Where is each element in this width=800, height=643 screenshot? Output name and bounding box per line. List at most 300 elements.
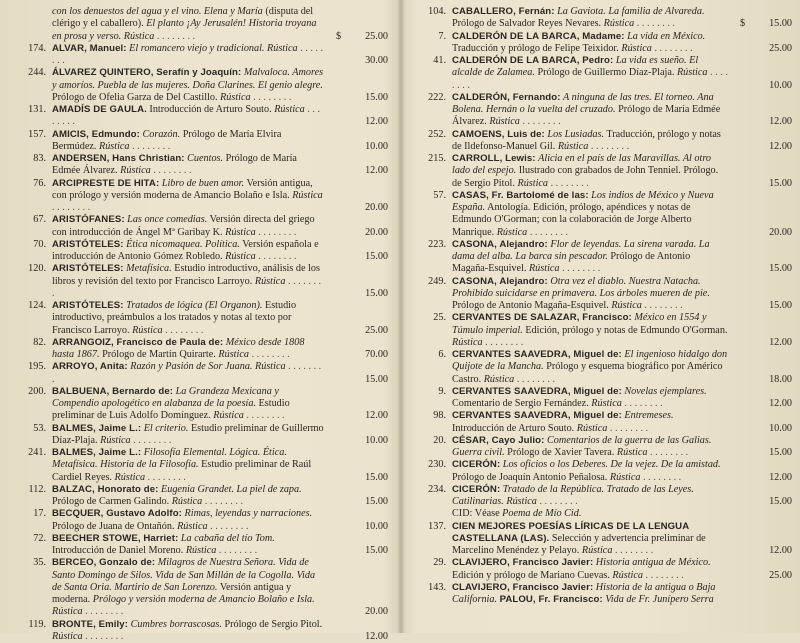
price-value: 15.00 bbox=[365, 472, 388, 483]
work-title: Comentarios de la guerra de las Galias. Guerra civil. bbox=[452, 435, 711, 458]
author-name: AMICIS, Edmundo: bbox=[52, 129, 140, 140]
work-title: Historia antigua de México. bbox=[596, 557, 711, 568]
author-name: ARCIPRESTE DE HITA: bbox=[52, 178, 159, 189]
entry-number: 70. bbox=[14, 239, 46, 251]
work-title: Entremeses. bbox=[624, 410, 673, 421]
catalog-entry bbox=[14, 423, 388, 448]
entry-description bbox=[52, 104, 324, 129]
price-value: 15.00 bbox=[769, 300, 792, 311]
entry-text: Prólogo de Joaquín Antonio Peñalosa. bbox=[452, 472, 610, 483]
entry-number: 119. bbox=[14, 619, 46, 631]
leader-dots: . . . . . . . . bbox=[130, 141, 171, 152]
catalog-entry bbox=[14, 484, 388, 509]
entry-number: 143. bbox=[414, 582, 446, 594]
entry-price bbox=[326, 606, 388, 618]
author-name: CALDERÓN DE LA BARCA, Pedro: bbox=[452, 55, 613, 66]
work-title: Rústica bbox=[115, 472, 146, 483]
author-name: ARISTÓTELES: bbox=[52, 263, 124, 274]
entry-price bbox=[326, 92, 388, 104]
catalog-entry bbox=[414, 129, 792, 154]
catalog-entry bbox=[414, 6, 792, 31]
work-title: Rústica bbox=[452, 337, 483, 348]
entry-description bbox=[52, 484, 324, 509]
work-title: Prólogo y versión moderna de Amancio Bolaño e Isla. Rústica bbox=[52, 594, 315, 617]
leader-dots: . . . . . . . . bbox=[52, 361, 321, 384]
price-value: 12.00 bbox=[365, 631, 388, 642]
price-value: 20.00 bbox=[365, 606, 388, 617]
work-title: Novelas ejemplares. bbox=[624, 386, 706, 397]
work-title: Los oficios o los Deberes. De la vejez. De la amistad. bbox=[503, 459, 721, 470]
entry-description bbox=[452, 129, 728, 154]
work-title: Rústica bbox=[120, 165, 151, 176]
catalog-entry bbox=[414, 410, 792, 435]
author-name: ARISTÓTELES: bbox=[52, 300, 124, 311]
work-title: Rústica bbox=[604, 18, 635, 29]
entry-description bbox=[52, 129, 324, 154]
entry-description bbox=[52, 153, 324, 178]
author-name: AMADÍS DE GAULA. bbox=[52, 104, 147, 115]
entry-description bbox=[52, 300, 324, 337]
leader-dots: . . . . . . . . bbox=[83, 606, 124, 617]
price-value: 15.00 bbox=[365, 92, 388, 103]
author-name: CERVANTES SAAVEDRA, Miguel de: bbox=[452, 386, 622, 397]
entry-text: Edición, prólogo y notas de Edmundo O'Gorman. bbox=[523, 325, 728, 336]
catalog-entry bbox=[14, 214, 388, 239]
work-title: Rústica bbox=[611, 300, 642, 311]
work-title: Rústica bbox=[100, 435, 131, 446]
entry-description bbox=[452, 55, 728, 92]
entry-number: 222. bbox=[414, 92, 446, 104]
entry-price bbox=[730, 300, 792, 312]
work-title: Historia de la antigua o Baja California. bbox=[452, 582, 716, 605]
catalog-entry bbox=[14, 67, 388, 104]
leader-dots: . . . . . . . . bbox=[208, 521, 249, 532]
author-name: CICERÓN: bbox=[452, 459, 500, 470]
entry-number: 215. bbox=[414, 153, 446, 165]
catalog-entry bbox=[14, 129, 388, 154]
price-value: 20.00 bbox=[769, 227, 792, 238]
entry-description bbox=[52, 6, 324, 43]
work-title: Malvaloca. Amores y amoríos. Puebla de las mujeres. Doña Clarines. El genio alegre. bbox=[52, 67, 323, 90]
catalog-entry bbox=[414, 557, 792, 582]
leader-dots: . . . . . . . . bbox=[634, 18, 675, 29]
catalog-entry bbox=[14, 104, 388, 129]
catalog-entry bbox=[14, 153, 388, 178]
work-title: Rústica bbox=[220, 92, 251, 103]
work-title: Otra vez el diablo. Nuestra Natacha. Prohibido suicidarse en primavera. Los árboles mueren de pie. bbox=[452, 276, 710, 299]
entry-number: 157. bbox=[14, 129, 46, 141]
author-name: CERVANTES DE SALAZAR, Francisco: bbox=[452, 312, 632, 323]
work-title: Rústica bbox=[52, 631, 83, 642]
price-value: 15.00 bbox=[365, 251, 388, 262]
entry-number: 17. bbox=[14, 508, 46, 520]
work-title: Libro de buen amor. bbox=[162, 178, 244, 189]
author-name: BALBUENA, Bernardo de: bbox=[52, 386, 173, 397]
work-title: Rústica bbox=[172, 496, 203, 507]
entry-price bbox=[730, 496, 792, 508]
entry-description bbox=[452, 508, 728, 520]
entry-number: 131. bbox=[14, 104, 46, 116]
leader-dots: . . . . . . . . bbox=[256, 227, 297, 238]
author-name: BALZAC, Honorato de: bbox=[52, 484, 158, 495]
entry-price bbox=[326, 496, 388, 508]
entry-number: 53. bbox=[14, 423, 46, 435]
entry-number: 174. bbox=[14, 43, 46, 55]
author-name: PALOU, Fr. Francisco: bbox=[500, 594, 603, 605]
catalog-entry bbox=[14, 533, 388, 558]
work-title: Rústica bbox=[484, 374, 515, 385]
work-title: México desde 1808 hasta 1867. bbox=[52, 337, 304, 360]
author-name: ANDERSEN, Hans Christian: bbox=[52, 153, 185, 164]
entry-price bbox=[326, 31, 388, 43]
work-title: Rústica bbox=[617, 447, 648, 458]
author-name: CAMOENS, Luis de: bbox=[452, 129, 545, 140]
price-value: 10.00 bbox=[365, 141, 388, 152]
author-name: ARISTÓFANES: bbox=[52, 214, 125, 225]
entry-price bbox=[730, 447, 792, 459]
leader-dots: . . . . . . . . bbox=[642, 300, 683, 311]
work-title: Los Lusiadas. bbox=[547, 129, 604, 140]
entry-number: 120. bbox=[14, 263, 46, 275]
work-title: Rústica bbox=[225, 227, 256, 238]
entry-description bbox=[452, 459, 728, 484]
leader-dots: . . . . . . . . bbox=[548, 178, 589, 189]
entry-number: 83. bbox=[14, 153, 46, 165]
leader-dots: . . . . . . . . bbox=[256, 251, 297, 262]
entry-description bbox=[52, 263, 324, 300]
entry-text: Prólogo de Juana de Ontañón. bbox=[52, 521, 177, 532]
entry-description bbox=[52, 423, 324, 448]
entry-description bbox=[452, 153, 728, 190]
price-value: 15.00 bbox=[365, 496, 388, 507]
author-name: CLAVIJERO, Francisco Javier: bbox=[452, 582, 593, 593]
entry-number: 252. bbox=[414, 129, 446, 141]
catalog-entry bbox=[414, 435, 792, 460]
entry-number: 234. bbox=[414, 484, 446, 496]
author-name: ÁLVAREZ QUINTERO, Serafín y Joaquín: bbox=[52, 67, 241, 78]
work-title: Rústica bbox=[517, 178, 548, 189]
author-name: BERCEO, Gonzalo de: bbox=[52, 557, 155, 568]
entry-number: 137. bbox=[414, 521, 446, 533]
price-value: 15.00 bbox=[769, 178, 792, 189]
work-title: Rústica bbox=[225, 251, 256, 262]
currency-symbol: $ bbox=[326, 31, 341, 43]
entry-text: Prólogo de María Edmée Álvarez. bbox=[52, 153, 297, 176]
entry-price bbox=[730, 263, 792, 275]
work-title: A ninguna de las tres. El torneo. Ana Bolena. Hernán o la vuelta del cruzado. bbox=[452, 92, 714, 115]
entry-description bbox=[452, 6, 728, 31]
entry-price bbox=[326, 165, 388, 177]
leader-dots: . . . . . . . . bbox=[607, 423, 648, 434]
work-title: Metafísica. bbox=[126, 263, 172, 274]
catalog-entry bbox=[414, 153, 792, 190]
catalog-entry bbox=[14, 239, 388, 264]
price-value: 25.00 bbox=[769, 570, 792, 581]
entry-text: Ilustrado con grabados de John Tenniel. Prólogo. de Sergio Pitol. bbox=[452, 165, 718, 188]
entry-price bbox=[730, 337, 792, 349]
catalog-entry bbox=[414, 31, 792, 56]
work-title: Corazón. bbox=[142, 129, 180, 140]
entry-text: Versión española e introducción de Antonio Gómez Robledo. bbox=[52, 239, 319, 262]
leader-dots: . . . . . . . . bbox=[520, 116, 561, 127]
leader-dots: . . . . . . . . bbox=[612, 545, 653, 556]
leader-dots: . . . . . . . . bbox=[588, 141, 629, 152]
entry-text: Prólogo de María Edmée Álvarez. bbox=[452, 104, 720, 127]
author-name: ARISTÓTELES: bbox=[52, 239, 124, 250]
entry-text: Comentario de Sergio Fernández. bbox=[452, 398, 591, 409]
price-value: 18.00 bbox=[769, 374, 792, 385]
price-value: 12.00 bbox=[769, 141, 792, 152]
author-name: CASONA, Alejandro: bbox=[452, 239, 548, 250]
entry-text: Traducción y prólogo de Felipe Teixidor. bbox=[452, 43, 621, 54]
entry-price bbox=[326, 374, 388, 386]
book-gutter bbox=[398, 0, 404, 633]
price-value: 25.00 bbox=[365, 31, 388, 42]
leader-dots: . . . . . . . . bbox=[483, 337, 524, 348]
entry-text: Prólogo de Sergio Pitol. bbox=[222, 619, 322, 630]
entry-description bbox=[52, 337, 324, 362]
catalog-entry bbox=[414, 386, 792, 411]
entry-number: 76. bbox=[14, 178, 46, 190]
price-value: 15.00 bbox=[769, 496, 792, 507]
entry-text: Prólogo de Guillermo Díaz-Plaja. bbox=[535, 67, 677, 78]
work-title: Rústica bbox=[186, 545, 217, 556]
entry-description bbox=[452, 312, 728, 349]
author-name: CÉSAR, Cayo Julio: bbox=[452, 435, 544, 446]
work-title: Rústica bbox=[612, 570, 643, 581]
work-title: Rústica bbox=[489, 116, 520, 127]
catalog-entry bbox=[14, 619, 388, 643]
catalog-entry bbox=[14, 178, 388, 215]
entry-text: Versión antigua, con prólogo y versión moderna de Amancio Bolaño e Isla. bbox=[52, 178, 313, 201]
price-value: 15.00 bbox=[365, 288, 388, 299]
price-value: 10.00 bbox=[365, 521, 388, 532]
entry-number: 57. bbox=[414, 190, 446, 202]
entry-price bbox=[326, 349, 388, 361]
leader-dots: . . . . . . . . bbox=[249, 349, 290, 360]
work-title: El romancero viejo y tradicional. Rústica bbox=[129, 43, 297, 54]
entry-number: 249. bbox=[414, 276, 446, 288]
entry-description bbox=[452, 92, 728, 129]
entry-price bbox=[326, 545, 388, 557]
leader-dots: . . . . . . . . bbox=[652, 43, 693, 54]
work-title: Rústica bbox=[292, 190, 323, 201]
price-value: 15.00 bbox=[769, 447, 792, 458]
entry-text: Estudio introductivo, preámbulos a los tratados y notas al texto por Francisco Larroyo. bbox=[52, 300, 296, 336]
work-title: El ingenioso hidalgo don Quijote de la Mancha. bbox=[452, 349, 727, 372]
entry-text: Prólogo de Antonio Magaña-Esquivel. bbox=[452, 251, 690, 274]
entry-text: Estudio preliminar de Luis Adolfo Domínguez. bbox=[52, 398, 290, 421]
author-name: CALDERÓN, Fernando: bbox=[452, 92, 561, 103]
leader-dots: . . . . . . . . bbox=[251, 92, 292, 103]
leader-dots: . . . . . . . . bbox=[640, 472, 681, 483]
entry-description bbox=[52, 508, 324, 533]
entry-price bbox=[730, 472, 792, 484]
leader-dots: . . . . . . . . bbox=[131, 435, 172, 446]
work-title: Rústica bbox=[591, 398, 622, 409]
entry-price bbox=[326, 251, 388, 263]
work-title: México en 1554 y Túmulo imperial. bbox=[452, 312, 707, 335]
entry-price bbox=[730, 18, 792, 30]
catalog-entry bbox=[14, 508, 388, 533]
leader-dots: . . . . . . . . bbox=[154, 31, 195, 42]
work-title: Rústica bbox=[529, 263, 560, 274]
entry-price bbox=[730, 116, 792, 128]
entry-number: 35. bbox=[14, 557, 46, 569]
entry-text: Prólogo de Martín Quirarte. bbox=[100, 349, 219, 360]
catalog-entry bbox=[414, 312, 792, 349]
leader-dots: . . . . . . . . bbox=[52, 43, 323, 66]
entry-description bbox=[452, 239, 728, 276]
work-title: Rústica bbox=[213, 410, 244, 421]
work-title: Milagros de Nuestra Señora. Vida de Santo Domingo de Silos. Vida de San Millán de la Cogolla. Vida de Santa Oria. Martirio de San Lorenzo. bbox=[52, 557, 315, 593]
work-title: La vida en México. bbox=[627, 31, 705, 42]
entry-number: 7. bbox=[414, 31, 446, 43]
work-title: con los denuestos del agua y el vino. Elena y María bbox=[52, 6, 263, 17]
work-title: Rústica bbox=[99, 141, 130, 152]
entry-description bbox=[452, 349, 728, 386]
entry-text: Estudio preliminar de Guillermo Díaz-Plaja. bbox=[52, 423, 324, 446]
entry-number: 9. bbox=[414, 386, 446, 398]
author-name: ARROYO, Anita: bbox=[52, 361, 128, 372]
entry-number: 98. bbox=[414, 410, 446, 422]
entry-description bbox=[52, 239, 324, 264]
entry-description bbox=[452, 582, 728, 607]
work-title: Flor de leyendas. La sirena varada. La dama del alba. La barca sin pescador. bbox=[452, 239, 710, 262]
work-title: Rústica bbox=[677, 67, 708, 78]
entry-number: 25. bbox=[414, 312, 446, 324]
author-name: CERVANTES SAAVEDRA, Miguel de: bbox=[452, 410, 622, 421]
price-value: 15.00 bbox=[769, 263, 792, 274]
price-value: 20.00 bbox=[365, 227, 388, 238]
entry-price bbox=[730, 374, 792, 386]
left-page bbox=[14, 6, 388, 626]
leader-dots: . . . . . . . . bbox=[145, 472, 186, 483]
work-title: Filosofía Elemental. Lógica. Ética. Metafísica. Historia de la Filosofía. bbox=[52, 447, 287, 470]
entry-description bbox=[452, 386, 728, 411]
entry-text: Estudio introductivo, análisis de los libros y revisión del texto por Francisco Larroyo. bbox=[52, 263, 320, 286]
entry-description bbox=[452, 410, 728, 435]
author-name: CABALLERO, Fernán: bbox=[452, 6, 555, 17]
entry-text: Prólogo de Salvador Reyes Nevares. bbox=[452, 18, 604, 29]
entry-description bbox=[452, 276, 728, 313]
author-name: BRONTE, Emily: bbox=[52, 619, 128, 630]
price-value: 12.00 bbox=[769, 337, 792, 348]
catalog-entry bbox=[14, 447, 388, 484]
leader-dots: . . . . . . . . bbox=[527, 227, 568, 238]
work-title: Razón y Pasión de Sor Juana. Rústica bbox=[130, 361, 285, 372]
work-title: Rústica bbox=[255, 276, 286, 287]
catalog-entry bbox=[414, 508, 792, 520]
work-title: Poema de Mío Cid. bbox=[502, 508, 581, 519]
work-title: Rústica bbox=[621, 43, 652, 54]
entry-text: Selección y advertencia preliminar de Marcelino Menéndez y Pelayo. bbox=[452, 533, 706, 556]
work-title: Rústica bbox=[177, 521, 208, 532]
catalog-entry bbox=[414, 190, 792, 239]
catalog-entry bbox=[14, 386, 388, 423]
work-title: Tratado de la República. Tratado de las Leyes. Catilinarias. Rústica bbox=[452, 484, 694, 507]
catalog-entry bbox=[14, 557, 388, 618]
entry-price bbox=[326, 116, 388, 128]
entry-number: 104. bbox=[414, 6, 446, 18]
leader-dots: . . . . . . . . bbox=[560, 263, 601, 274]
leader-dots: . . . . . . . . bbox=[52, 202, 90, 213]
leader-dots: . . . . . . . . bbox=[83, 631, 124, 642]
work-title: La cabaña del tío Tom. bbox=[181, 533, 275, 544]
entry-text: (disputa del clérigo y el caballero). bbox=[52, 6, 313, 29]
entry-price bbox=[326, 631, 388, 643]
entry-description bbox=[52, 557, 324, 618]
price-value: 15.00 bbox=[769, 18, 792, 29]
work-title: La vida es sueño. El alcalde de Zalamea. bbox=[452, 55, 698, 78]
work-title: Cumbres borrascosas. bbox=[131, 619, 222, 630]
entry-text: Estudio preliminar de Raúl Cardiel Reyes. bbox=[52, 459, 311, 482]
entry-price bbox=[326, 410, 388, 422]
entry-price bbox=[730, 80, 792, 92]
price-value: 12.00 bbox=[769, 472, 792, 483]
entry-description bbox=[52, 533, 324, 558]
price-value: 12.00 bbox=[365, 410, 388, 421]
author-name: BEECHER STOWE, Harriet: bbox=[52, 533, 178, 544]
entry-description bbox=[452, 190, 728, 239]
leader-dots: . . . . . . . . bbox=[244, 410, 285, 421]
catalog-entry bbox=[414, 92, 792, 129]
leader-dots: . . . . . . . . bbox=[622, 398, 663, 409]
entry-price bbox=[730, 398, 792, 410]
entry-text: Prólogo y esquema biográfico por Américo Castro. bbox=[452, 361, 722, 384]
entry-price bbox=[730, 227, 792, 239]
price-value: 12.00 bbox=[769, 545, 792, 556]
leader-dots: . . . . . . . . bbox=[537, 496, 578, 507]
entry-description bbox=[52, 447, 324, 484]
entry-number: 82. bbox=[14, 337, 46, 349]
leader-dots: . . . . . . . . bbox=[151, 165, 192, 176]
entry-price bbox=[326, 141, 388, 153]
work-title: Rústica bbox=[274, 104, 305, 115]
leader-dots: . . . . . . . . bbox=[452, 67, 728, 90]
entry-text: Versión directa del griego con introducción de Ángel Mª Garibay K. bbox=[52, 214, 315, 237]
entry-price bbox=[326, 435, 388, 447]
leader-dots: . . . . . . . . bbox=[202, 496, 243, 507]
catalog-entry bbox=[14, 361, 388, 386]
entry-description bbox=[52, 361, 324, 386]
leader-dots: . . . . . . . . bbox=[643, 570, 684, 581]
price-value: 70.00 bbox=[365, 349, 388, 360]
entry-number: 230. bbox=[414, 459, 446, 471]
entry-number: 112. bbox=[14, 484, 46, 496]
entry-price bbox=[730, 423, 792, 435]
entry-text: Introducción de Daniel Moreno. bbox=[52, 545, 186, 556]
entry-description bbox=[52, 214, 324, 239]
catalog-entry bbox=[14, 337, 388, 362]
work-title: Alicia en el país de las Maravillas. Al otro lado del espejo. bbox=[452, 153, 711, 176]
price-value: 30.00 bbox=[365, 55, 388, 66]
work-title: Vida de Fr. Junípero Serra bbox=[605, 594, 713, 605]
right-page bbox=[414, 6, 792, 626]
price-value: 12.00 bbox=[365, 116, 388, 127]
catalog-entry bbox=[14, 300, 388, 337]
price-value: 12.00 bbox=[769, 116, 792, 127]
entry-number: 195. bbox=[14, 361, 46, 373]
author-name: CARROLL, Lewis: bbox=[452, 153, 536, 164]
work-title: Rústica bbox=[577, 423, 608, 434]
entry-number: 6. bbox=[414, 349, 446, 361]
entry-text: Prólogo de Carmen Galindo. bbox=[52, 496, 172, 507]
price-value: 15.00 bbox=[365, 374, 388, 385]
author-name: ALVAR, Manuel: bbox=[52, 43, 127, 54]
entry-text: Traducción, prólogo y notas de Ildefonso-Manuel Gil. bbox=[452, 129, 721, 152]
author-name: CIEN MEJORES POESÍAS LÍRICAS DE LA LENGUA CASTELLANA (LAS). bbox=[452, 521, 689, 544]
